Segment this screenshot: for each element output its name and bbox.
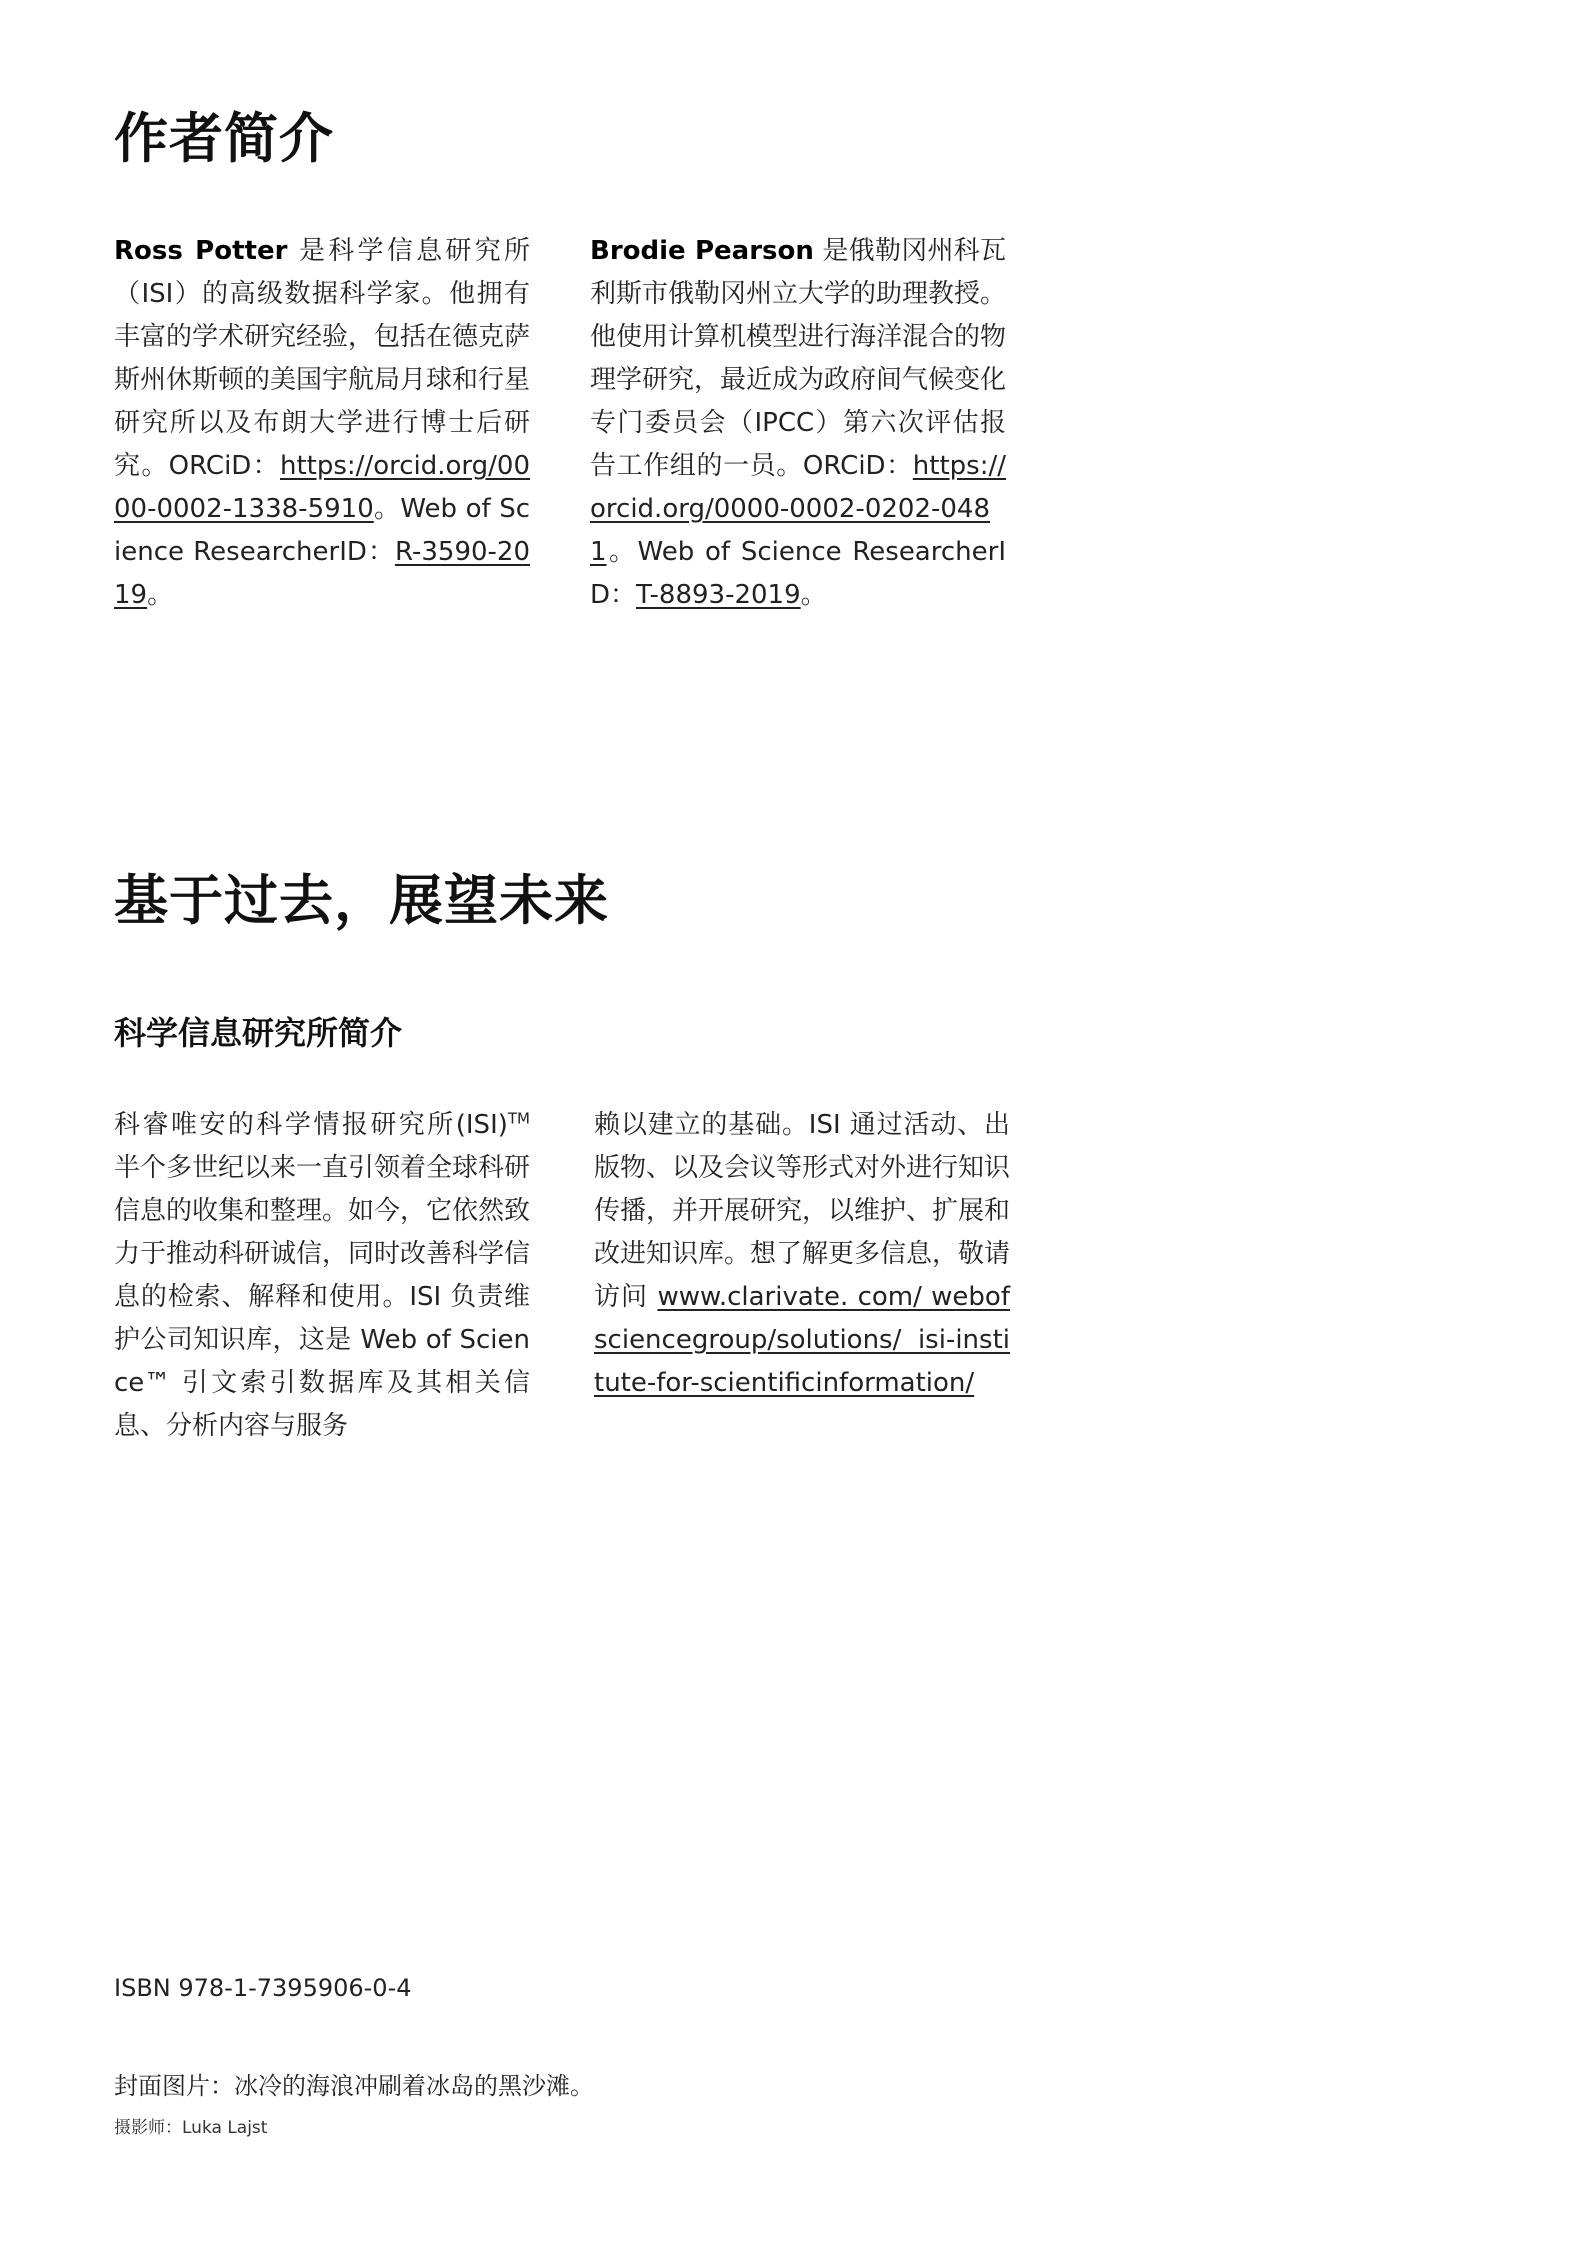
researcher-id-label: 。Web of Science ResearcherID：	[590, 537, 1006, 610]
orcid-link[interactable]: https://orcid.org/0000-0002-1338-5910	[114, 451, 530, 524]
isi-intro-left	[114, 1104, 530, 1448]
researcher-id-link[interactable]: R-3590-2019	[114, 537, 530, 610]
isi-intro-right	[594, 1104, 1010, 1405]
researcher-id-label: 。Web of Science ResearcherID：	[114, 494, 530, 567]
isi-subheading: 科学信息研究所简介	[114, 1014, 403, 1052]
clarivate-link[interactable]: www.clarivate. com/ webofsciencegroup/solutions/ isi-institute-for-scientificinformation/	[594, 1282, 1010, 1398]
bio-end: 。	[800, 580, 827, 610]
author-bio-text: 是科学信息研究所（ISI）的高级数据科学家。他拥有丰富的学术研究经验，包括在德克萨斯州休斯顿的美国宇航局月球和行星研究所以及布朗大学进行博士后研究。ORCiD：	[114, 236, 531, 481]
photo-credit: 摄影师：Luka Lajst	[114, 2118, 268, 2138]
future-heading: 基于过去，展望未来	[114, 869, 609, 932]
isi-intro-text: 科睿唯安的科学情报研究所(ISI)	[114, 1110, 508, 1140]
isbn: ISBN 978-1-7395906-0-4	[114, 1974, 412, 2002]
trademark-mark: TM	[507, 1109, 530, 1128]
author-name: Ross Potter	[114, 236, 288, 266]
author-name: Brodie Pearson	[590, 236, 814, 266]
researcher-id-link[interactable]: T-8893-2019	[636, 580, 801, 610]
isi-intro-text-cont: 半个多世纪以来一直引领着全球科研信息的收集和整理。如今，它依然致力于推动科研诚信，同时改善科学信息的检索、解释和使用。ISI 负责维护公司知识库，这是 Web of Science™ 引文索引数据库及其相关信息、分析内容与服务	[114, 1153, 531, 1441]
author-bio-brodie-pearson	[590, 230, 1006, 617]
orcid-link[interactable]: https://orcid.org/0000-0002-0202-0481	[590, 451, 1006, 567]
authors-heading: 作者简介	[114, 107, 334, 170]
author-bio-ross-potter	[114, 230, 530, 617]
author-bio-text: 是俄勒冈州科瓦利斯市俄勒冈州立大学的助理教授。他使用计算机模型进行海洋混合的物理学研究，最近成为政府间气候变化专门委员会（IPCC）第六次评估报告工作组的一员。ORCiD：	[590, 236, 1007, 481]
isi-intro-text: 赖以建立的基础。ISI 通过活动、出版物、以及会议等形式对外进行知识传播，并开展研究，以维护、扩展和改进知识库。想了解更多信息，敬请访问	[594, 1110, 1011, 1312]
cover-caption: 封面图片：冰冷的海浪冲刷着冰岛的黑沙滩。	[114, 2072, 594, 2100]
bio-end: 。	[147, 580, 174, 610]
